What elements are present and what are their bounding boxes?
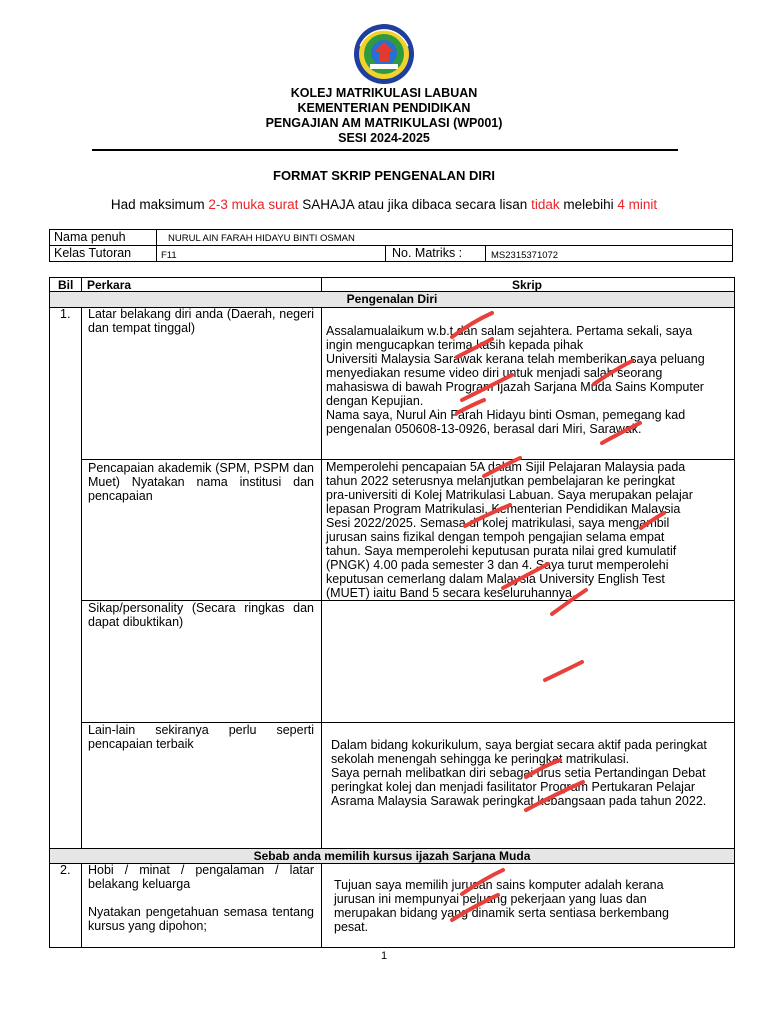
row-perkara: Latar belakang diri anda (Daerah, negeri dan tempat tinggal) <box>88 307 314 335</box>
row-bil: 1. <box>60 307 71 321</box>
instruction-highlight: tidak <box>531 197 560 212</box>
skrip-line: Assalamualaikum w.b.t dan salam sejahtera. Pertama sekali, saya <box>326 324 693 338</box>
section-pengenalan-diri: Pengenalan Diri <box>346 292 438 306</box>
skrip-line: peringkat kolej dan menjadi fasilitator Program Pertukaran Pelajar <box>331 780 696 794</box>
row-skrip <box>326 460 731 600</box>
instruction-highlight: 4 minit <box>617 197 658 212</box>
header-divider <box>92 149 678 151</box>
skrip-line: jurusan sains fizikal dengan tempoh pengajian selama empat <box>326 530 665 544</box>
name-value: NURUL AIN FARAH HIDAYU BINTI OSMAN <box>168 233 355 244</box>
skrip-line: pengenalan 050608-13-0926, berasal dari Miri, Sarawak. <box>326 422 642 436</box>
skrip-line: lepasan Program Matrikulasi, Kementerian Pendidikan Malaysia <box>326 502 681 516</box>
instruction-line <box>0 197 768 212</box>
skrip-line: (MUET) iaitu Band 5 secara keseluruhannya. <box>326 586 576 600</box>
skrip-line: tahun. Saya memperolehi keputusan purata nilai gred kumulatif <box>326 544 677 558</box>
class-label: Kelas Tutoran <box>54 246 132 260</box>
row-perkara: Sikap/personality (Secara ringkas dan dapat dibuktikan) <box>88 601 314 629</box>
college-crest-icon <box>352 22 416 86</box>
script-table <box>49 277 735 948</box>
skrip-line: tahun 2022 seterusnya melanjutkan pembelajaran ke peringkat <box>326 474 675 488</box>
matric-label: No. Matriks : <box>392 246 463 260</box>
skrip-line: (PNGK) 4.00 pada semester 3 dan 4. Saya turut memperolehi <box>326 558 669 572</box>
col-skrip-header: Skrip <box>512 278 543 292</box>
skrip-line: Universiti Malaysia Sarawak kerana telah memberikan saya peluang <box>326 352 705 366</box>
col-perkara-header: Perkara <box>87 278 132 292</box>
skrip-line: Dalam bidang kokurikulum, saya bergiat secara aktif pada peringkat <box>331 738 707 752</box>
instruction-part: melebihi <box>559 197 618 212</box>
row-perkara: Pencapaian akademik (SPM, PSPM dan Muet) Nyatakan nama institusi dan pencapaian <box>88 461 314 503</box>
skrip-line: Memperolehi pencapaian 5A dalam Sijil Pelajaran Malaysia pada <box>326 460 686 474</box>
row-skrip <box>334 878 731 934</box>
matric-value: MS2315371072 <box>491 250 559 261</box>
skrip-line: mahasiswa di bawah Program Ijazah Sarjana Muda Sains Komputer <box>326 380 704 394</box>
skrip-line: keputusan cemerlang dalam Malaysia University English Test <box>326 572 665 586</box>
row-skrip <box>331 738 731 808</box>
college-name: KOLEJ MATRIKULASI LABUAN <box>290 86 478 100</box>
course-name: PENGAJIAN AM MATRIKULASI (WP001) <box>265 116 503 130</box>
skrip-line: Asrama Malaysia Sarawak peringkat kebangsaan pada tahun 2022. <box>331 794 707 808</box>
row-perkara: Hobi / minat / pengalaman / latar belakang keluarga <box>88 863 314 891</box>
skrip-line: dengan Kepujian. <box>326 394 424 408</box>
row-perkara-detail: Nyatakan pengetahuan semasa tentang kursus yang dipohon; <box>88 905 314 933</box>
skrip-line: pra-universiti di Kolej Matrikulasi Labuan. Saya merupakan pelajar <box>326 488 693 502</box>
row-bil: 2. <box>60 863 71 877</box>
row-skrip <box>326 324 731 436</box>
instruction-part: SAHAJA atau jika dibaca secara lisan <box>298 197 532 212</box>
document-header <box>0 86 768 146</box>
session: SESI 2024-2025 <box>338 131 430 145</box>
page-number: 1 <box>380 950 388 962</box>
skrip-line: ingin mengucapkan terima kasih kepada pihak <box>326 338 584 352</box>
col-bil-header: Bil <box>58 278 74 292</box>
skrip-line: jurusan ini mempunyai peluang pekerjaan yang luas dan <box>334 892 647 906</box>
ministry-name: KEMENTERIAN PENDIDIKAN <box>297 101 471 115</box>
skrip-line: pesat. <box>334 920 369 934</box>
name-label: Nama penuh <box>54 230 126 244</box>
skrip-line: Tujuan saya memilih jurusan sains komputer adalah kerana <box>334 878 664 892</box>
skrip-line: Sesi 2022/2025. Semasa di kolej matrikulasi, saya mengambil <box>326 516 670 530</box>
student-info-table <box>49 229 733 262</box>
format-title: FORMAT SKRIP PENGENALAN DIRI <box>273 168 495 183</box>
row-perkara: Lain-lain sekiranya perlu seperti pencapaian terbaik <box>88 723 314 751</box>
skrip-line: sekolah menengah sehingga ke peringkat matrikulasi. <box>331 752 630 766</box>
skrip-line: Nama saya, Nurul Ain Farah Hidayu binti Osman, pemegang kad <box>326 408 686 422</box>
class-value: F11 <box>161 250 177 261</box>
skrip-line: menyediakan resume video diri untuk menjadi salah seorang <box>326 366 663 380</box>
skrip-line: Saya pernah melibatkan diri sebagai urus setia Pertandingan Debat <box>331 766 706 780</box>
instruction-part: Had maksimum <box>110 197 209 212</box>
skrip-line: merupakan bidang yang dinamik serta sentiasa berkembang <box>334 906 669 920</box>
instruction-highlight: 2-3 muka surat <box>208 197 299 212</box>
section-sebab-kursus: Sebab anda memilih kursus ijazah Sarjana Muda <box>253 849 531 863</box>
